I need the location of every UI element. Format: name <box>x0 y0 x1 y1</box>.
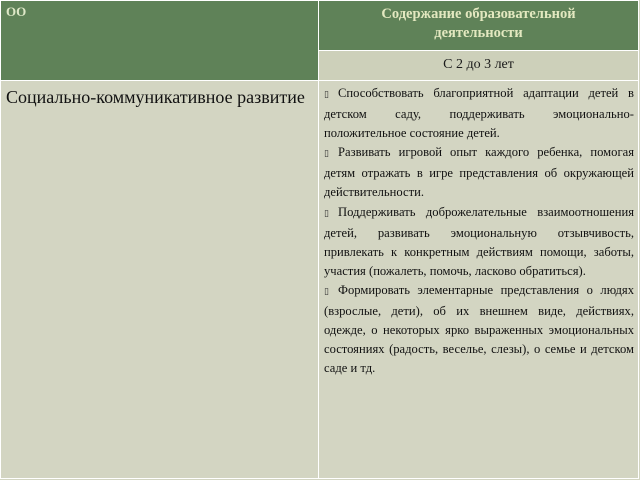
missing-glyph-icon: ▯ <box>324 208 329 219</box>
list-item <box>324 281 634 378</box>
content-cell <box>319 81 639 479</box>
missing-glyph-icon: ▯ <box>324 90 329 100</box>
area-text: Социально-коммуникативное развитие <box>6 87 305 107</box>
area-cell <box>1 81 319 479</box>
list-item-text: Развивать игровой опыт каждого ребенка, помогая детям отражать в игре представления об окружающей действительности. <box>324 145 634 200</box>
list-item-text: Формировать элементарные представления о людях (взрослые, дети), об их внешнем виде, действиях, одежде, о некоторых ярко выраженных эмоциональных состояниях (радость, веселье, слезы), о семье и детском саде и тд. <box>324 282 634 376</box>
list-item-text: Поддерживать доброжелательные взаимоотношения детей, развивать эмоциональную отзывчивость, привлекать к конкретным действиям помощи, заботы, участия (пожалеть, помочь, ласково обратиться). <box>324 204 634 278</box>
header-cell-age <box>319 51 639 81</box>
header-content-text: Содержание образовательной деятельности <box>381 6 576 41</box>
header-cell-oo <box>1 1 319 81</box>
content-list <box>319 81 638 378</box>
header-oo-text: ОО <box>6 4 27 19</box>
header-age-text: С 2 до 3 лет <box>443 57 514 73</box>
missing-glyph-icon: ▯ <box>324 149 329 160</box>
list-item <box>324 203 634 281</box>
list-item <box>324 143 634 202</box>
list-item-text: Способствовать благоприятной адаптации детей в детском саду, поддерживать эмоционально-положительное состояние детей. <box>324 86 634 141</box>
missing-glyph-icon: ▯ <box>324 286 329 297</box>
header-cell-content <box>319 1 639 51</box>
list-item <box>324 84 634 143</box>
